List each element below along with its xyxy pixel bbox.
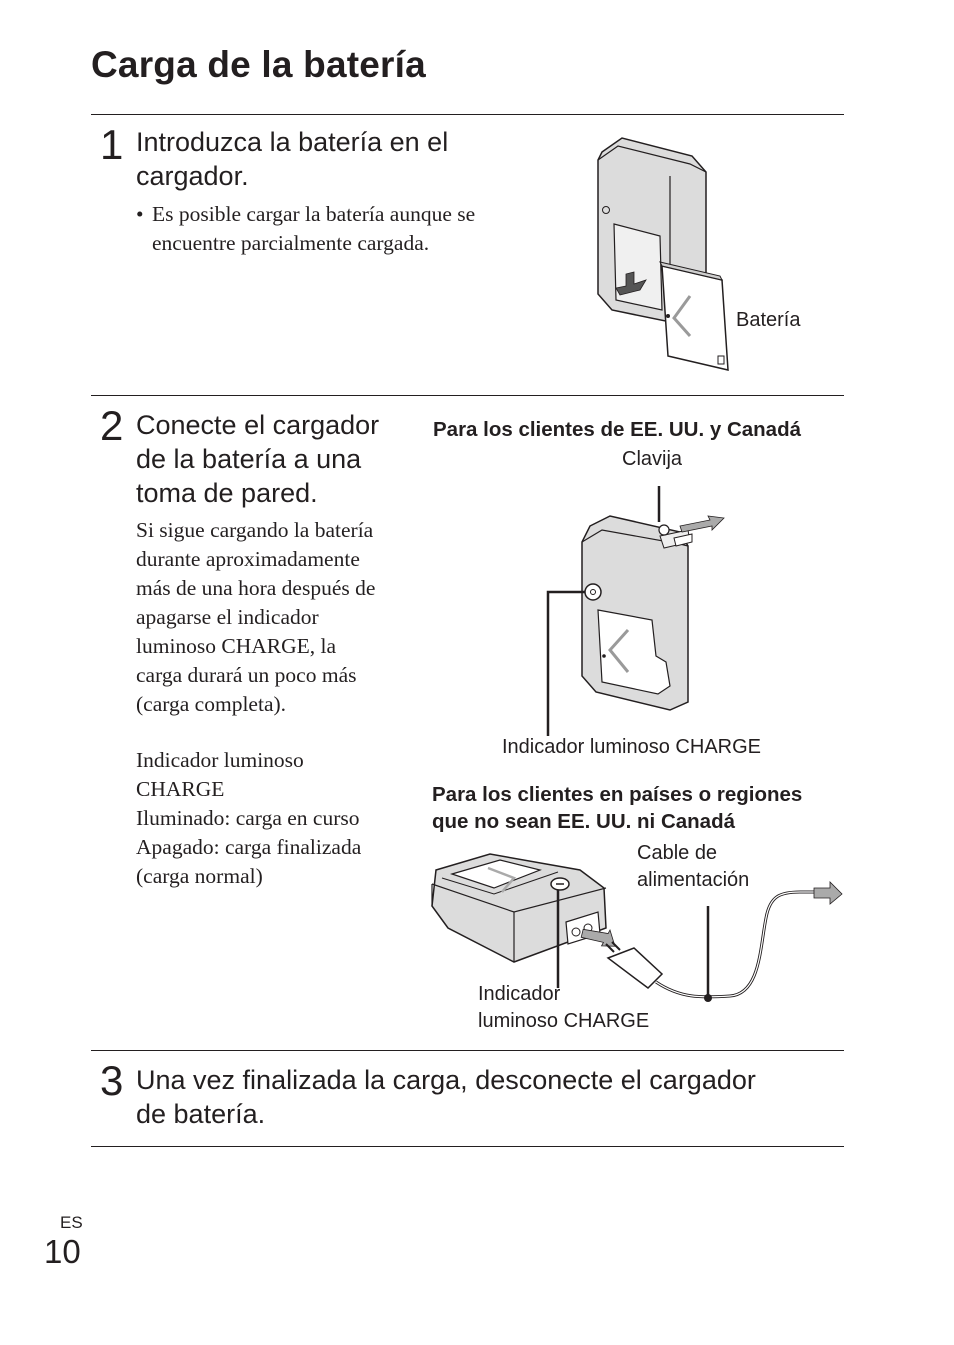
section-divider [91, 114, 844, 115]
plug-label: Clavija [622, 448, 683, 470]
step-3-number: 3 [100, 1057, 124, 1104]
battery-label: Batería [736, 309, 801, 331]
step-3-heading: Una vez finalizada la carga, desconecte el cargador de batería. [136, 1065, 756, 1129]
step-1-bullet: • [136, 202, 144, 226]
step-1-heading: Introduzca la batería en el cargador. [136, 127, 449, 191]
step-1-bullet-text: Es posible cargar la batería aunque se encuentre parcialmente cargada. [152, 202, 476, 255]
section-divider [91, 395, 844, 396]
charge-indicator-info: Indicador luminoso CHARGE Iluminado: carga en curso Apagado: carga finalizada (carga normal) [136, 748, 362, 888]
section-divider [91, 1050, 844, 1051]
step-2-number: 2 [100, 402, 124, 449]
power-cable-label: Cable de alimentación [637, 842, 750, 891]
section-divider [91, 1146, 844, 1147]
charge-indicator-label-us: Indicador luminoso CHARGE [502, 736, 761, 758]
page-number: 10 [44, 1233, 81, 1270]
us-canada-heading: Para los clientes de EE. UU. y Canadá [433, 418, 802, 441]
step-2-heading: Conecte el cargador de la batería a una toma de pared. [136, 410, 380, 508]
language-code: ES [60, 1213, 83, 1232]
charger-battery-illustration [590, 130, 740, 380]
charge-indicator-label-other: Indicador luminoso CHARGE [478, 983, 650, 1032]
step-2-body: Si sigue cargando la batería durante aproximadamente más de una hora después de apagarse el indicador luminoso CHARGE, la carga durará un poco más (carga completa). [136, 518, 376, 716]
step-1-number: 1 [100, 121, 124, 168]
us-wall-charger-illustration [540, 480, 740, 740]
other-regions-heading: Para los clientes en países o regiones que no sean EE. UU. ni Canadá [432, 783, 803, 833]
page-title: Carga de la batería [91, 44, 426, 85]
